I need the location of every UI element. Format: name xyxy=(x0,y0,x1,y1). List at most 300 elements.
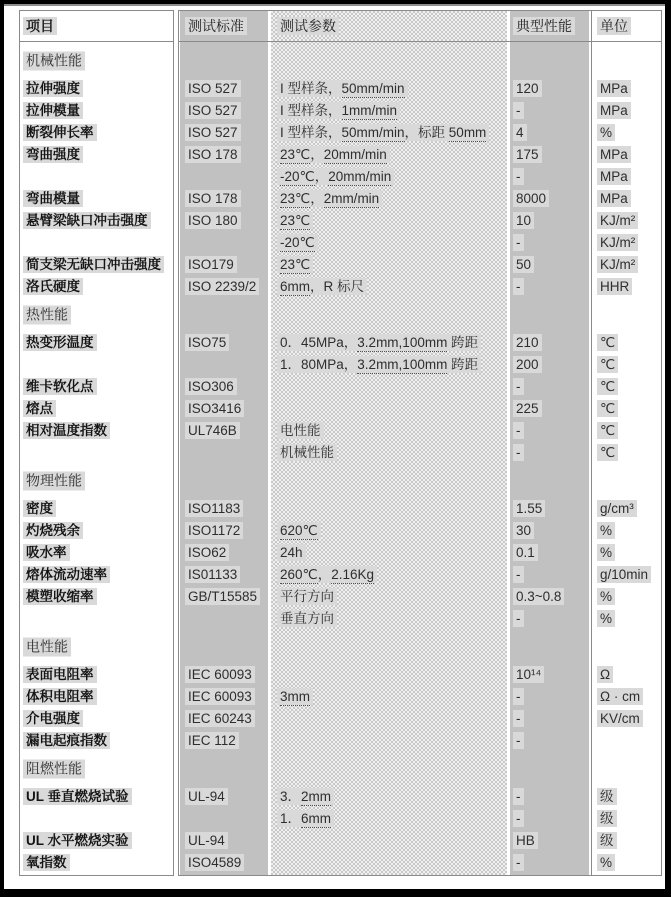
param-text: 平行方向 xyxy=(280,589,334,604)
value-label: - xyxy=(513,732,524,749)
unit-cell xyxy=(597,335,618,351)
item-label: 介电强度 xyxy=(23,710,83,727)
item-cell xyxy=(23,523,83,539)
value-cell xyxy=(513,335,542,351)
section-title-label: 电性能 xyxy=(23,638,71,657)
item-label: 简支梁无缺口冲击强度 xyxy=(23,256,164,273)
param-text-wrap xyxy=(277,522,321,539)
standard-cell xyxy=(185,789,228,805)
unit-cell xyxy=(597,689,643,705)
table-row xyxy=(4,442,665,464)
standard-cell xyxy=(185,257,237,273)
param-text-spellcheck: -20℃ xyxy=(280,169,315,184)
item-label: 拉伸强度 xyxy=(23,80,83,97)
table-row xyxy=(4,608,665,630)
standard-label: ISO 2239/2 xyxy=(185,278,259,295)
item-label: 体积电阻率 xyxy=(23,688,97,705)
param-text-spellcheck: 23℃ xyxy=(280,213,311,228)
param-text-wrap xyxy=(277,278,367,295)
param-text-wrap xyxy=(277,422,324,439)
item-cell xyxy=(23,733,110,749)
value-cell xyxy=(513,235,524,251)
item-label: 拉伸模量 xyxy=(23,102,83,119)
param-text: ， xyxy=(314,169,329,184)
standard-label: ISO 527 xyxy=(185,102,241,119)
param-cell xyxy=(277,611,337,627)
standard-cell xyxy=(185,523,243,539)
value-cell xyxy=(513,789,524,805)
param-text: ， xyxy=(310,147,324,162)
item-cell xyxy=(23,401,56,417)
value-cell xyxy=(513,545,538,561)
unit-label: MPa xyxy=(597,190,631,207)
unit-cell xyxy=(597,423,618,439)
table-row xyxy=(4,122,665,144)
item-cell xyxy=(23,855,70,871)
unit-label: MPa xyxy=(597,168,631,185)
standard-cell xyxy=(185,379,237,395)
param-text-wrap xyxy=(277,168,394,185)
value-label: 1.55 xyxy=(513,500,545,517)
item-cell xyxy=(23,81,83,97)
param-cell xyxy=(277,279,367,295)
param-text-spellcheck: 620℃ xyxy=(280,523,318,538)
item-cell xyxy=(23,589,97,605)
value-label: 120 xyxy=(513,80,542,97)
standard-label: ISO4589 xyxy=(185,854,244,871)
param-cell xyxy=(277,81,408,97)
value-cell xyxy=(513,169,524,185)
param-text-wrap xyxy=(277,234,318,251)
param-text-spellcheck: 2.16Kg xyxy=(331,567,374,582)
unit-cell xyxy=(597,191,631,207)
param-cell xyxy=(277,423,324,439)
section-title-row xyxy=(4,44,665,78)
header-underline-left xyxy=(20,41,173,42)
param-cell xyxy=(277,169,394,185)
unit-cell xyxy=(597,789,617,805)
value-cell xyxy=(513,733,524,749)
param-cell xyxy=(277,811,334,827)
table-row xyxy=(4,808,665,830)
param-text-wrap xyxy=(277,80,408,97)
unit-cell xyxy=(597,545,615,561)
param-text-spellcheck: 2mm/min xyxy=(323,191,380,206)
item-cell xyxy=(23,711,83,727)
param-text: I 型样条， xyxy=(280,81,342,96)
param-text-spellcheck: 3.2mm,100mm xyxy=(357,335,448,350)
value-label: 30 xyxy=(513,522,534,539)
value-label: 0.1 xyxy=(513,544,538,561)
param-text: 1． xyxy=(280,811,302,826)
unit-label: ℃ xyxy=(597,400,618,417)
unit-label: KV/cm xyxy=(597,710,643,727)
table-row xyxy=(4,276,665,298)
param-cell xyxy=(277,335,481,351)
standard-label: ISO62 xyxy=(185,544,229,561)
param-cell xyxy=(277,213,313,229)
standard-label: ISO179 xyxy=(185,256,237,273)
param-cell xyxy=(277,789,334,805)
unit-cell xyxy=(597,445,618,461)
item-cell xyxy=(23,379,97,395)
unit-label: g/cm³ xyxy=(597,500,637,517)
value-cell xyxy=(513,257,534,273)
unit-cell xyxy=(597,501,637,517)
standard-label: IEC 112 xyxy=(185,732,239,749)
standard-label: ISO1183 xyxy=(185,500,243,517)
unit-cell xyxy=(597,169,631,185)
standard-cell xyxy=(185,147,241,163)
value-cell xyxy=(513,379,524,395)
value-label: - xyxy=(513,710,524,727)
unit-cell xyxy=(597,235,638,251)
table-row xyxy=(4,664,665,686)
standard-cell xyxy=(185,103,241,119)
table-row xyxy=(4,586,665,608)
param-text: 0．45MPa， xyxy=(280,335,358,350)
value-cell xyxy=(513,567,524,583)
param-text-spellcheck: 23℃ xyxy=(280,257,311,272)
standard-cell xyxy=(185,191,241,207)
value-cell xyxy=(513,501,545,517)
value-cell xyxy=(513,125,527,141)
standard-label: ISO3416 xyxy=(185,400,244,417)
standard-label: ISO 180 xyxy=(185,212,241,229)
header-item-label: 项目 xyxy=(23,17,57,35)
value-label: 0.3~0.8 xyxy=(513,588,564,605)
header-item xyxy=(23,18,57,34)
param-cell xyxy=(277,545,306,561)
standard-cell xyxy=(185,711,255,727)
item-cell xyxy=(23,667,97,683)
unit-label: g/10min xyxy=(597,566,651,583)
param-text-spellcheck: 1mm/min xyxy=(341,103,398,118)
standard-label: IEC 60093 xyxy=(185,688,255,705)
param-text-spellcheck: 50mm/min xyxy=(341,125,405,140)
table-row xyxy=(4,830,665,852)
value-cell xyxy=(513,445,524,461)
param-text-spellcheck: 20mm/min xyxy=(323,147,387,162)
value-label: 10¹⁴ xyxy=(513,666,544,683)
value-cell xyxy=(513,279,524,295)
item-cell xyxy=(23,789,132,805)
table-row xyxy=(4,786,665,808)
header-param-label: 测试参数 xyxy=(277,17,339,35)
unit-label: % xyxy=(597,854,615,871)
item-label: 氧指数 xyxy=(23,854,70,871)
unit-label: KJ/m² xyxy=(597,234,638,251)
value-label: - xyxy=(513,810,524,827)
item-cell xyxy=(23,501,56,517)
param-text-wrap xyxy=(277,212,313,229)
item-cell xyxy=(23,125,97,141)
value-label: - xyxy=(513,688,524,705)
value-label: - xyxy=(513,234,524,251)
param-text: 跨距 xyxy=(447,335,479,350)
unit-label: % xyxy=(597,588,615,605)
standard-cell xyxy=(185,81,241,97)
unit-cell xyxy=(597,667,613,683)
header-standard-label: 测试标准 xyxy=(185,17,247,35)
standard-cell xyxy=(185,855,244,871)
param-text: 电性能 xyxy=(280,423,321,438)
item-label: 维卡软化点 xyxy=(23,378,97,395)
item-cell xyxy=(23,335,97,351)
unit-label: Ω · cm xyxy=(597,688,643,705)
unit-label: ℃ xyxy=(597,422,618,439)
param-text: 24h xyxy=(280,545,303,560)
unit-cell xyxy=(597,379,618,395)
param-cell xyxy=(277,103,400,119)
unit-cell xyxy=(597,711,643,727)
unit-label: Ω xyxy=(597,666,613,683)
table-row xyxy=(4,166,665,188)
param-text-spellcheck: 260℃ xyxy=(280,567,318,582)
standard-label: GB/T15585 xyxy=(185,588,260,605)
item-cell xyxy=(23,213,151,229)
param-text: ，R 标尺 xyxy=(310,279,364,294)
table-row xyxy=(4,232,665,254)
param-text-spellcheck: 6mm xyxy=(280,279,310,294)
param-cell xyxy=(277,357,481,373)
value-label: 50 xyxy=(513,256,534,273)
unit-label: 级 xyxy=(597,788,617,805)
table-row xyxy=(4,188,665,210)
unit-cell xyxy=(597,523,615,539)
item-label: 表面电阻率 xyxy=(23,666,97,683)
item-cell xyxy=(23,191,83,207)
value-cell xyxy=(513,611,524,627)
param-text-wrap xyxy=(277,102,400,119)
value-cell xyxy=(513,589,564,605)
unit-label: ℃ xyxy=(597,444,618,461)
item-cell xyxy=(23,257,164,273)
table-header xyxy=(4,12,665,40)
standard-label: ISO 527 xyxy=(185,124,241,141)
param-text-spellcheck: 50mm xyxy=(448,125,487,140)
param-text-wrap xyxy=(277,444,337,461)
header-standard xyxy=(185,18,247,34)
section-title-row xyxy=(4,752,665,786)
unit-cell xyxy=(597,611,615,627)
table-row xyxy=(4,686,665,708)
table-row xyxy=(4,354,665,376)
item-cell xyxy=(23,423,110,439)
item-label: 洛氏硬度 xyxy=(23,278,83,295)
section-title-label: 机械性能 xyxy=(23,52,85,71)
param-text-wrap xyxy=(277,610,337,627)
item-cell xyxy=(23,545,70,561)
standard-cell xyxy=(185,567,240,583)
value-label: - xyxy=(513,378,524,395)
param-cell xyxy=(277,147,390,163)
value-cell xyxy=(513,855,524,871)
table-row xyxy=(4,730,665,752)
param-text: 1．80MPa， xyxy=(280,357,358,372)
section-title-row xyxy=(4,298,665,332)
unit-label: KJ/m² xyxy=(597,256,638,273)
standard-cell xyxy=(185,589,260,605)
table-row xyxy=(4,210,665,232)
unit-cell xyxy=(597,257,638,273)
unit-cell xyxy=(597,589,615,605)
unit-label: 级 xyxy=(597,832,617,849)
param-text: I 型样条， xyxy=(280,103,342,118)
param-text-wrap xyxy=(277,566,377,583)
param-text-spellcheck: 3.2mm,100mm xyxy=(357,357,448,372)
unit-label: KJ/m² xyxy=(597,212,638,229)
param-text-wrap xyxy=(277,190,382,207)
section-title-row xyxy=(4,630,665,664)
value-cell xyxy=(513,81,542,97)
standard-cell xyxy=(185,213,241,229)
standard-cell xyxy=(185,423,240,439)
value-cell xyxy=(513,147,542,163)
value-label: - xyxy=(513,168,524,185)
header-unit-label: 单位 xyxy=(597,17,631,35)
standard-label: ISO1172 xyxy=(185,522,243,539)
table-row xyxy=(4,254,665,276)
value-cell xyxy=(513,213,534,229)
standard-label: ISO 178 xyxy=(185,190,241,207)
unit-cell xyxy=(597,125,615,141)
value-label: 10 xyxy=(513,212,534,229)
section-title-label: 物理性能 xyxy=(23,472,85,491)
value-cell xyxy=(513,357,542,373)
param-cell xyxy=(277,445,337,461)
param-text: 3． xyxy=(280,789,302,804)
unit-cell xyxy=(597,147,631,163)
param-text-spellcheck: 20mm/min xyxy=(328,169,392,184)
param-text-spellcheck: 3mm xyxy=(280,689,310,704)
standard-label: UL746B xyxy=(185,422,240,439)
unit-label: 级 xyxy=(597,810,617,827)
param-cell xyxy=(277,191,382,207)
value-label: - xyxy=(513,444,524,461)
param-text: ，标距 xyxy=(404,125,449,140)
param-cell xyxy=(277,689,313,705)
param-text-wrap xyxy=(277,688,313,705)
value-label: - xyxy=(513,566,524,583)
standard-label: ISO306 xyxy=(185,378,237,395)
item-cell xyxy=(23,833,132,849)
table-row xyxy=(4,564,665,586)
standard-label: UL-94 xyxy=(185,832,228,849)
value-cell xyxy=(513,401,542,417)
unit-label: HHR xyxy=(597,278,632,295)
unit-label: % xyxy=(597,124,615,141)
standard-cell xyxy=(185,125,241,141)
standard-label: UL-94 xyxy=(185,788,228,805)
unit-label: ℃ xyxy=(597,356,618,373)
param-text-spellcheck: 2mm xyxy=(301,789,332,804)
value-label: - xyxy=(513,422,524,439)
unit-cell xyxy=(597,279,632,295)
unit-cell xyxy=(597,401,618,417)
param-text: ， xyxy=(310,191,324,206)
value-label: - xyxy=(513,610,524,627)
standard-cell xyxy=(185,545,229,561)
item-cell xyxy=(23,279,83,295)
item-label: 熔体流动速率 xyxy=(23,566,110,583)
value-label: 225 xyxy=(513,400,542,417)
table-row xyxy=(4,498,665,520)
standard-label: IS01133 xyxy=(185,566,240,583)
value-cell xyxy=(513,423,524,439)
param-text-wrap xyxy=(277,124,489,141)
item-cell xyxy=(23,103,83,119)
unit-cell xyxy=(597,81,631,97)
value-label: 4 xyxy=(513,124,527,141)
unit-label: % xyxy=(597,544,615,561)
table-row xyxy=(4,420,665,442)
param-text-wrap xyxy=(277,256,313,273)
value-cell xyxy=(513,833,538,849)
unit-label: ℃ xyxy=(597,378,618,395)
header-underline-right xyxy=(179,41,661,42)
item-label: UL 水平燃烧实验 xyxy=(23,832,132,849)
standard-label: ISO 178 xyxy=(185,146,241,163)
standard-cell xyxy=(185,401,244,417)
value-label: - xyxy=(513,788,524,805)
param-text: ， xyxy=(317,567,332,582)
table-row xyxy=(4,144,665,166)
param-text-wrap xyxy=(277,788,334,805)
table-row xyxy=(4,398,665,420)
section-title-label: 阻燃性能 xyxy=(23,760,85,779)
header-value xyxy=(513,18,575,34)
item-label: 模塑收缩率 xyxy=(23,588,97,605)
table-row xyxy=(4,852,665,874)
value-cell xyxy=(513,711,524,727)
param-cell xyxy=(277,567,377,583)
unit-cell xyxy=(597,833,617,849)
value-cell xyxy=(513,523,534,539)
table-row xyxy=(4,520,665,542)
table-row xyxy=(4,332,665,354)
standard-cell xyxy=(185,833,228,849)
standard-cell xyxy=(185,733,239,749)
value-cell xyxy=(513,191,549,207)
param-text-wrap xyxy=(277,146,390,163)
standard-cell xyxy=(185,501,243,517)
param-text-spellcheck: 50mm/min xyxy=(341,81,405,96)
standard-label: IEC 60093 xyxy=(185,666,255,683)
item-label: 热变形温度 xyxy=(23,334,97,351)
param-text: I 型样条， xyxy=(280,125,342,140)
item-label: 灼烧残余 xyxy=(23,522,83,539)
value-cell xyxy=(513,689,524,705)
item-label: 熔点 xyxy=(23,400,56,417)
unit-cell xyxy=(597,357,618,373)
item-cell xyxy=(23,567,110,583)
value-label: 200 xyxy=(513,356,542,373)
standard-cell xyxy=(185,279,259,295)
standard-cell xyxy=(185,667,255,683)
param-cell xyxy=(277,523,321,539)
param-text-spellcheck: -20℃ xyxy=(280,235,315,250)
param-text-spellcheck: 23℃ xyxy=(280,147,311,162)
document-page xyxy=(4,4,665,889)
unit-label: ℃ xyxy=(597,334,618,351)
param-text-wrap xyxy=(277,588,337,605)
section-title-label: 热性能 xyxy=(23,306,71,325)
param-cell xyxy=(277,235,318,251)
table-row xyxy=(4,542,665,564)
unit-cell xyxy=(597,811,617,827)
value-label: 210 xyxy=(513,334,542,351)
